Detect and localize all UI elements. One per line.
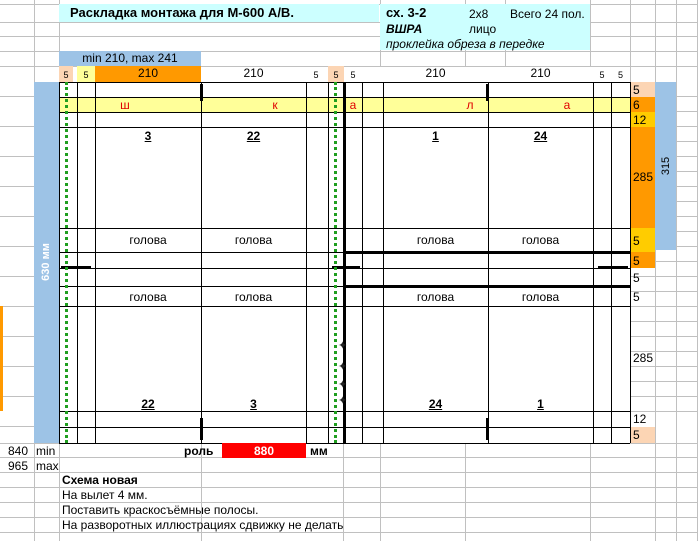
left-guide-line <box>65 82 68 443</box>
roll-label: роль <box>184 444 214 458</box>
stitch-mark-4: ✦ <box>338 395 348 407</box>
stitch-mark-3: ✦ <box>338 379 348 391</box>
page-title: Раскладка монтажа для М-600 А/В. <box>70 5 294 20</box>
head-label: голова <box>521 290 560 304</box>
right-size-1: 5 <box>633 83 640 97</box>
width-g1: 210 <box>425 66 446 80</box>
head-label: голова <box>416 233 455 247</box>
letter-5: а <box>563 98 571 112</box>
right-size-4: 285 <box>633 170 654 184</box>
right-size-11: 5 <box>633 428 640 442</box>
vshra-label: ВШРА <box>386 22 423 36</box>
max-label: max <box>36 459 59 473</box>
page-number-top-2: 22 <box>246 129 261 143</box>
page-number-bottom-4: 1 <box>537 397 544 411</box>
right-size-10: 12 <box>633 412 647 426</box>
page-number-bottom-2: 3 <box>250 397 257 411</box>
right-size-2: 6 <box>633 98 640 112</box>
max-value: 965 <box>8 459 29 473</box>
head-label: голова <box>234 233 273 247</box>
page-number-top-1: 3 <box>144 129 152 143</box>
head-label: голова <box>129 290 167 304</box>
letter-4: л <box>466 98 474 112</box>
width-c1: 210 <box>137 66 159 80</box>
right-size-3: 12 <box>633 113 647 127</box>
width-e: 5 <box>333 70 339 80</box>
min-value: 840 <box>8 444 29 458</box>
right-total-label: 315 <box>660 156 672 176</box>
left-size-label: 630 мм <box>40 243 52 281</box>
center-guide-line <box>334 82 337 443</box>
min-label: min <box>36 444 56 458</box>
note-line-2: Поставить краскосъёмные полосы. <box>62 503 259 517</box>
width-c2: 210 <box>243 66 264 80</box>
letter-2: к <box>272 98 278 112</box>
format-label: 2х8 <box>469 7 489 21</box>
note-line-3: На разворотных иллюстрациях сдвижку не делать <box>62 518 344 532</box>
scheme-label: сх. 3-2 <box>386 5 427 20</box>
head-label: голова <box>521 233 560 247</box>
right-size-6: 5 <box>633 254 640 268</box>
width-f: 5 <box>350 70 356 80</box>
left-edge-marker <box>0 306 3 411</box>
right-size-8: 5 <box>633 290 640 304</box>
right-size-5: 5 <box>633 234 640 248</box>
width-b: 5 <box>83 70 89 80</box>
letter-1: ш <box>120 98 130 112</box>
note-label: проклейка обреза в передке <box>386 37 545 51</box>
width-a: 5 <box>63 70 69 80</box>
head-label: голова <box>129 233 167 247</box>
stitch-mark-2: ✦ <box>338 361 348 373</box>
page-number-bottom-1: 22 <box>141 397 155 411</box>
width-g2: 210 <box>530 66 551 80</box>
side-label: лицо <box>469 22 497 36</box>
roll-value: 880 <box>253 444 275 458</box>
right-size-7: 5 <box>633 271 640 285</box>
total-label: Всего 24 пол. <box>510 7 585 21</box>
width-h: 5 <box>599 70 605 80</box>
page-number-bottom-3: 24 <box>428 397 443 411</box>
head-label: голова <box>234 290 273 304</box>
letter-3: а <box>349 98 357 112</box>
head-label: голова <box>416 290 455 304</box>
notes-title: Схема новая <box>62 473 138 487</box>
width-d: 5 <box>313 70 319 80</box>
note-line-1: На вылет 4 мм. <box>62 488 148 502</box>
stitch-mark-1: ✦ <box>338 340 348 352</box>
roll-unit: мм <box>310 444 328 458</box>
width-k: 5 <box>617 70 623 80</box>
range-label: min 210, max 241 <box>82 51 178 65</box>
page-number-top-3: 1 <box>432 129 439 143</box>
page-number-top-4: 24 <box>533 129 548 143</box>
right-size-9: 285 <box>633 351 654 365</box>
